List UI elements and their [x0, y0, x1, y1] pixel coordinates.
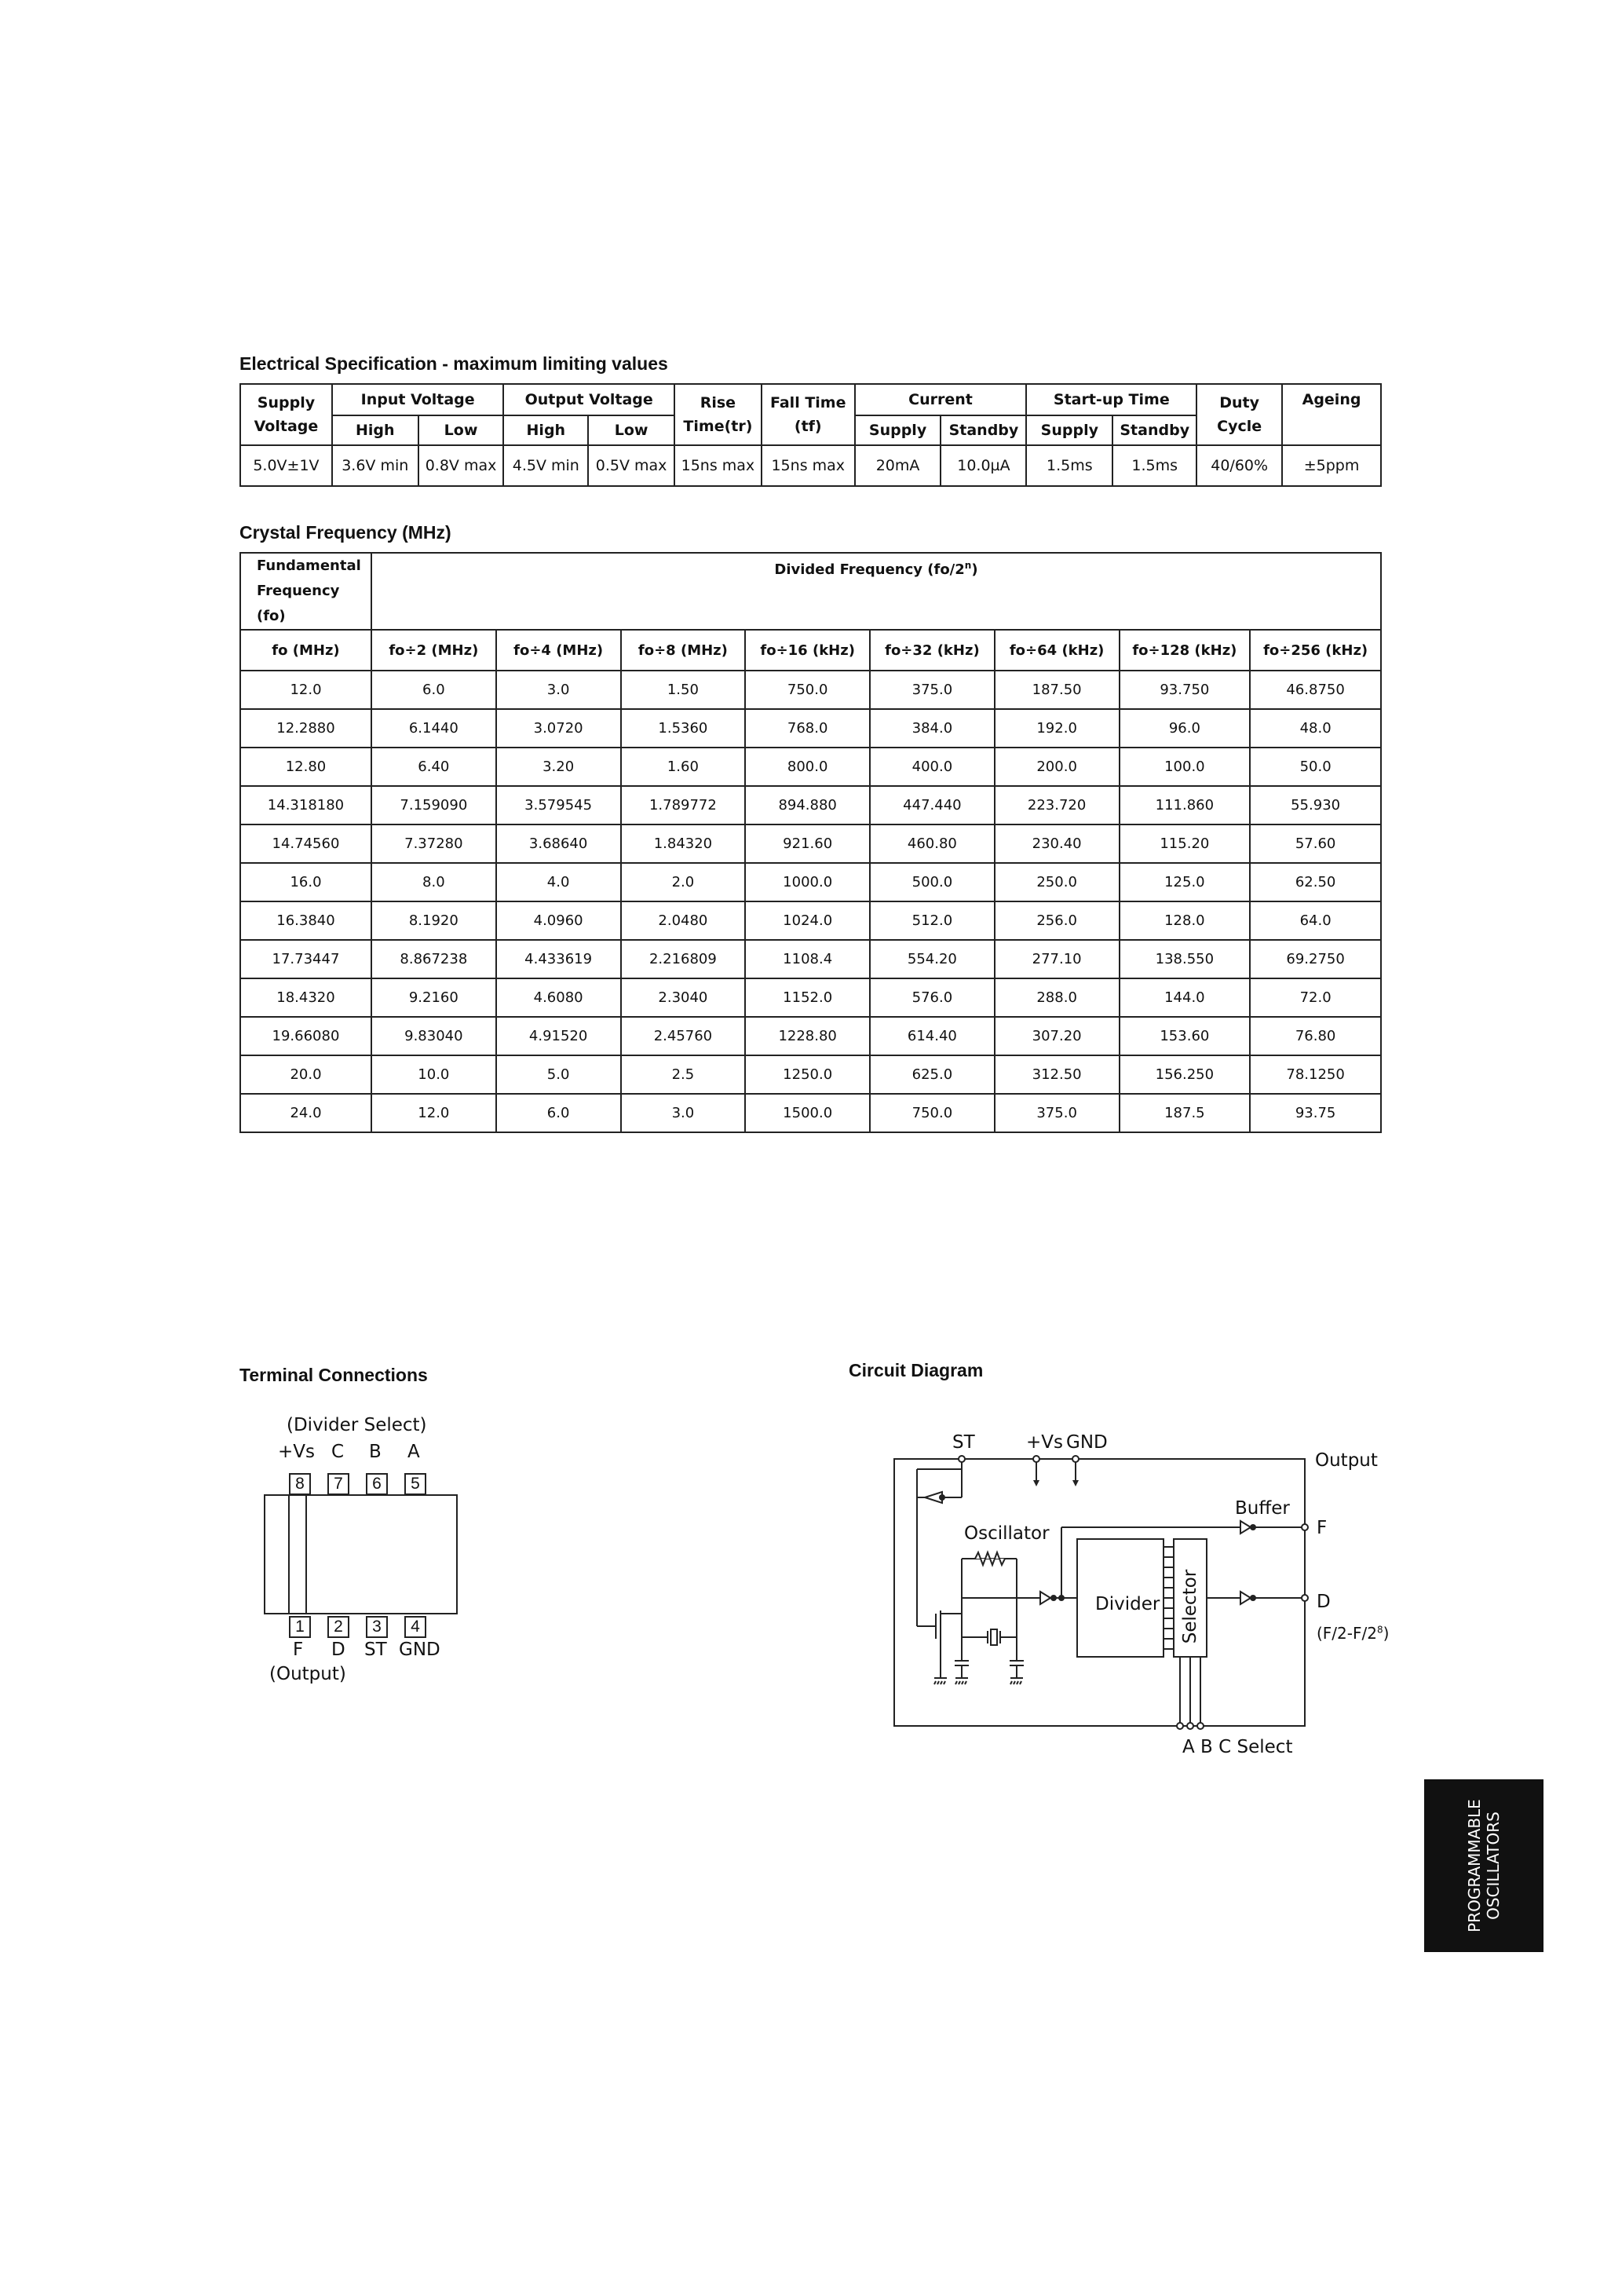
divider-select-label: (Divider Select)	[287, 1415, 427, 1435]
table-cell: 144.0	[1120, 978, 1251, 1017]
circuit-output-label: Output	[1315, 1450, 1378, 1471]
table-cell: 111.860	[1120, 786, 1251, 824]
circuit-buffer-label: Buffer	[1235, 1498, 1290, 1519]
circuit-gnd-label: GND	[1066, 1432, 1108, 1453]
table-cell: 8.1920	[371, 901, 496, 940]
table-cell: 6.40	[371, 748, 496, 786]
table-cell: 1228.80	[745, 1017, 870, 1055]
header-current-supply: Supply	[855, 415, 941, 445]
table-cell: 4.5V min	[503, 445, 588, 486]
table-cell: 2.45760	[621, 1017, 746, 1055]
circuit-oscillator-label: Oscillator	[964, 1523, 1050, 1544]
resistor-icon	[975, 1552, 1005, 1565]
table-cell: 10.0µA	[941, 445, 1026, 486]
table-cell: 800.0	[745, 748, 870, 786]
header-duty-cycle: Duty Cycle	[1196, 384, 1282, 445]
header-input-high: High	[332, 415, 418, 445]
table-cell: 400.0	[870, 748, 995, 786]
table-cell: 250.0	[995, 863, 1120, 901]
table-cell: 1.50	[621, 671, 746, 709]
table-cell: 1.789772	[621, 786, 746, 824]
table-cell: 614.40	[870, 1017, 995, 1055]
column-header: fo (MHz)	[240, 630, 371, 671]
table-cell: 100.0	[1120, 748, 1251, 786]
table-cell: 156.250	[1120, 1055, 1251, 1094]
pin2-label: D	[331, 1640, 345, 1660]
junction-dot	[1058, 1595, 1065, 1601]
table-cell: 2.3040	[621, 978, 746, 1017]
pin6-label: B	[369, 1442, 382, 1462]
table-cell: 48.0	[1250, 709, 1381, 748]
table-cell: 375.0	[995, 1094, 1120, 1132]
column-header: fo÷4 (MHz)	[496, 630, 621, 671]
table-cell: 2.5	[621, 1055, 746, 1094]
table-row	[240, 1094, 1381, 1132]
header-supply-voltage: Supply Voltage	[240, 384, 332, 445]
header-current-standby: Standby	[941, 415, 1026, 445]
table-cell: 6.0	[496, 1094, 621, 1132]
vs-arrow-icon	[1033, 1480, 1039, 1486]
junction-dot	[1250, 1595, 1256, 1601]
table-cell: 256.0	[995, 901, 1120, 940]
table-cell: 512.0	[870, 901, 995, 940]
side-tab-line2: OSCILLATORS	[1484, 1812, 1503, 1920]
table-cell: 288.0	[995, 978, 1120, 1017]
header-fall-label: Fall Time	[770, 394, 846, 411]
table-cell: 93.75	[1250, 1094, 1381, 1132]
circuit-abc-select-label: A B C Select	[1182, 1737, 1293, 1757]
table-cell: 4.0960	[496, 901, 621, 940]
table-cell: 93.750	[1120, 671, 1251, 709]
header-startup-time: Start-up Time	[1026, 384, 1196, 415]
circuit-divider-label: Divider	[1095, 1594, 1160, 1614]
table-cell: 57.60	[1250, 824, 1381, 863]
table-cell: 277.10	[995, 940, 1120, 978]
table-cell: 576.0	[870, 978, 995, 1017]
table-cell: 6.0	[371, 671, 496, 709]
circuit-diagram	[887, 1425, 1327, 1755]
d-range-exponent: 8	[1376, 1624, 1383, 1636]
header-rise-label: Rise	[700, 394, 736, 411]
table-cell: 12.2880	[240, 709, 371, 748]
ic-body	[265, 1495, 457, 1614]
table-cell: 4.0	[496, 863, 621, 901]
table-cell: 10.0	[371, 1055, 496, 1094]
pin-4: 4	[404, 1616, 426, 1638]
pin-6: 6	[366, 1473, 388, 1495]
d-range-paren: )	[1383, 1624, 1390, 1643]
table-cell: 62.50	[1250, 863, 1381, 901]
table-cell: 384.0	[870, 709, 995, 748]
table-cell: 9.2160	[371, 978, 496, 1017]
pin-8: 8	[289, 1473, 311, 1495]
table-row	[240, 786, 1381, 824]
table-row	[240, 1017, 1381, 1055]
osc-buffer-icon	[1040, 1592, 1050, 1604]
table-cell: 3.0	[621, 1094, 746, 1132]
table-cell: 921.60	[745, 824, 870, 863]
table-cell: 750.0	[870, 1094, 995, 1132]
header-startup-supply: Supply	[1026, 415, 1112, 445]
table-cell: 24.0	[240, 1094, 371, 1132]
st-terminal	[959, 1456, 965, 1462]
crystal-icon	[991, 1629, 997, 1645]
table-cell: 50.0	[1250, 748, 1381, 786]
table-cell: 230.40	[995, 824, 1120, 863]
table-cell: 2.0	[621, 863, 746, 901]
header-output-voltage: Output Voltage	[503, 384, 674, 415]
table-row	[240, 978, 1381, 1017]
column-header: fo÷128 (kHz)	[1120, 630, 1251, 671]
table-row	[240, 748, 1381, 786]
header-output-low: Low	[588, 415, 674, 445]
table-row	[240, 709, 1381, 748]
table-cell: 69.2750	[1250, 940, 1381, 978]
circuit-vs-label: +Vs	[1026, 1432, 1063, 1453]
pin-1: 1	[289, 1616, 311, 1638]
pin5-label: A	[407, 1442, 420, 1462]
b-terminal	[1187, 1723, 1193, 1729]
table-cell: 750.0	[745, 671, 870, 709]
circuit-st-label: ST	[952, 1432, 975, 1453]
table-cell: 1108.4	[745, 940, 870, 978]
table-cell: 8.867238	[371, 940, 496, 978]
table-cell: 312.50	[995, 1055, 1120, 1094]
column-header: fo÷2 (MHz)	[371, 630, 496, 671]
output-label: (Output)	[269, 1664, 346, 1684]
electrical-spec-table	[239, 383, 1382, 487]
table-cell: 1152.0	[745, 978, 870, 1017]
f-terminal	[1302, 1524, 1308, 1530]
table-cell: 14.318180	[240, 786, 371, 824]
pin8-label: +Vs	[278, 1442, 315, 1462]
table-cell: 8.0	[371, 863, 496, 901]
table-cell: 64.0	[1250, 901, 1381, 940]
table-cell: 6.1440	[371, 709, 496, 748]
divided-frequency-exponent: n	[964, 560, 972, 571]
junction-dot	[1250, 1524, 1256, 1530]
header-fall-time	[762, 384, 855, 445]
header-rise-time	[674, 384, 762, 445]
header-input-voltage: Input Voltage	[332, 384, 504, 415]
vs-terminal	[1033, 1456, 1039, 1462]
table-cell: 115.20	[1120, 824, 1251, 863]
junction-dot	[939, 1494, 945, 1501]
table-row	[240, 940, 1381, 978]
table-cell: 16.3840	[240, 901, 371, 940]
side-tab-text	[1465, 1799, 1503, 1932]
pin1-label: F	[293, 1640, 304, 1660]
table-cell: 894.880	[745, 786, 870, 824]
column-header: fo÷8 (MHz)	[621, 630, 746, 671]
side-tab-line1: PROGRAMMABLE	[1465, 1799, 1484, 1932]
table-cell: 3.0	[496, 671, 621, 709]
d-range-text: (F/2-F/2	[1317, 1624, 1377, 1643]
table-cell: 7.159090	[371, 786, 496, 824]
table-cell: 4.433619	[496, 940, 621, 978]
table-cell: 5.0V±1V	[240, 445, 332, 486]
pin4-label: GND	[399, 1640, 440, 1660]
table-cell: 15ns max	[674, 445, 762, 486]
table-cell: 187.5	[1120, 1094, 1251, 1132]
table-cell: 14.74560	[240, 824, 371, 863]
circuit-f-label: F	[1317, 1518, 1328, 1538]
table-cell: 1.84320	[621, 824, 746, 863]
table-cell: 96.0	[1120, 709, 1251, 748]
electrical-spec-title: Electrical Specification - maximum limiting values	[239, 353, 668, 374]
table-cell: 138.550	[1120, 940, 1251, 978]
table-cell: 3.579545	[496, 786, 621, 824]
crystal-frequency-title: Crystal Frequency (MHz)	[239, 522, 451, 543]
circuit-d-label: D	[1317, 1592, 1331, 1612]
a-terminal	[1177, 1723, 1183, 1729]
column-header: fo÷64 (kHz)	[995, 630, 1120, 671]
table-cell: 15ns max	[762, 445, 855, 486]
table-cell: 20mA	[855, 445, 941, 486]
gnd-arrow-icon	[1072, 1480, 1079, 1486]
table-row	[240, 824, 1381, 863]
table-cell: 12.0	[371, 1094, 496, 1132]
header-fall-unit: (tf)	[794, 418, 822, 435]
table-cell: 9.83040	[371, 1017, 496, 1055]
column-header: fo÷256 (kHz)	[1250, 630, 1381, 671]
table-cell: 40/60%	[1196, 445, 1282, 486]
crystal-frequency-table	[239, 552, 1382, 1133]
table-row	[240, 671, 1381, 709]
table-cell: 12.80	[240, 748, 371, 786]
table-cell: 18.4320	[240, 978, 371, 1017]
ground-icon	[1010, 1678, 1023, 1684]
header-fundamental-frequency: Fundamental Frequency (fo)	[240, 553, 371, 630]
table-cell: 1000.0	[745, 863, 870, 901]
table-cell: 1250.0	[745, 1055, 870, 1094]
header-rise-unit: Time(tr)	[683, 418, 753, 435]
table-cell: 76.80	[1250, 1017, 1381, 1055]
header-ageing: Ageing	[1282, 384, 1381, 445]
table-cell: 625.0	[870, 1055, 995, 1094]
table-cell: ±5ppm	[1282, 445, 1381, 486]
column-header: fo÷32 (kHz)	[870, 630, 995, 671]
table-cell: 3.20	[496, 748, 621, 786]
circuit-diagram-title: Circuit Diagram	[849, 1360, 984, 1380]
table-cell: 3.6V min	[332, 445, 418, 486]
ic-package-outline	[259, 1492, 463, 1618]
table-cell: 375.0	[870, 671, 995, 709]
divided-frequency-paren: )	[971, 561, 978, 578]
table-cell: 1.5ms	[1112, 445, 1196, 486]
table-cell: 2.0480	[621, 901, 746, 940]
table-cell: 768.0	[745, 709, 870, 748]
junction-dot	[1050, 1595, 1057, 1601]
table-cell: 187.50	[995, 671, 1120, 709]
f-buffer-icon	[1240, 1521, 1251, 1534]
table-cell: 5.0	[496, 1055, 621, 1094]
table-cell: 1500.0	[745, 1094, 870, 1132]
header-current: Current	[855, 384, 1027, 415]
table-row	[240, 901, 1381, 940]
d-terminal	[1302, 1595, 1308, 1601]
table-cell: 125.0	[1120, 863, 1251, 901]
table-cell: 3.68640	[496, 824, 621, 863]
table-cell: 1.60	[621, 748, 746, 786]
terminal-connections-title: Terminal Connections	[239, 1365, 428, 1385]
table-cell: 55.930	[1250, 786, 1381, 824]
column-header: fo÷16 (kHz)	[745, 630, 870, 671]
table-row	[240, 445, 1381, 486]
table-cell: 7.37280	[371, 824, 496, 863]
table-cell: 192.0	[995, 709, 1120, 748]
table-cell: 46.8750	[1250, 671, 1381, 709]
table-cell: 19.66080	[240, 1017, 371, 1055]
table-cell: 200.0	[995, 748, 1120, 786]
table-cell: 2.216809	[621, 940, 746, 978]
table-cell: 1.5360	[621, 709, 746, 748]
circuit-d-range-label	[1317, 1624, 1389, 1643]
table-cell: 3.0720	[496, 709, 621, 748]
table-cell: 12.0	[240, 671, 371, 709]
header-output-high: High	[503, 415, 588, 445]
table-cell: 16.0	[240, 863, 371, 901]
table-cell: 0.5V max	[588, 445, 674, 486]
table-cell: 4.6080	[496, 978, 621, 1017]
table-cell: 78.1250	[1250, 1055, 1381, 1094]
pin-3: 3	[366, 1616, 388, 1638]
pin-2: 2	[327, 1616, 349, 1638]
pin7-label: C	[331, 1442, 345, 1462]
header-input-low: Low	[418, 415, 504, 445]
table-cell: 307.20	[995, 1017, 1120, 1055]
ground-icon	[934, 1678, 947, 1684]
table-cell: 500.0	[870, 863, 995, 901]
d-buffer-icon	[1240, 1592, 1251, 1604]
table-cell: 128.0	[1120, 901, 1251, 940]
header-startup-standby: Standby	[1112, 415, 1196, 445]
c-terminal	[1197, 1723, 1204, 1729]
table-cell: 1024.0	[745, 901, 870, 940]
header-divided-frequency	[371, 553, 1381, 630]
table-cell: 153.60	[1120, 1017, 1251, 1055]
table-cell: 460.80	[870, 824, 995, 863]
table-cell: 17.73447	[240, 940, 371, 978]
pin-7: 7	[327, 1473, 349, 1495]
gnd-terminal	[1072, 1456, 1079, 1462]
ground-icon	[955, 1678, 968, 1684]
section-side-tab	[1424, 1779, 1543, 1952]
table-row	[240, 863, 1381, 901]
table-cell: 223.720	[995, 786, 1120, 824]
table-cell: 1.5ms	[1026, 445, 1112, 486]
table-cell: 72.0	[1250, 978, 1381, 1017]
divided-frequency-label: Divided Frequency (fo/2	[774, 561, 965, 578]
table-cell: 554.20	[870, 940, 995, 978]
pin3-label: ST	[364, 1640, 387, 1660]
table-cell: 4.91520	[496, 1017, 621, 1055]
table-cell: 447.440	[870, 786, 995, 824]
table-cell: 0.8V max	[418, 445, 504, 486]
table-row	[240, 1055, 1381, 1094]
circuit-selector-label: Selector	[1180, 1569, 1200, 1644]
pin-5: 5	[404, 1473, 426, 1495]
table-cell: 20.0	[240, 1055, 371, 1094]
